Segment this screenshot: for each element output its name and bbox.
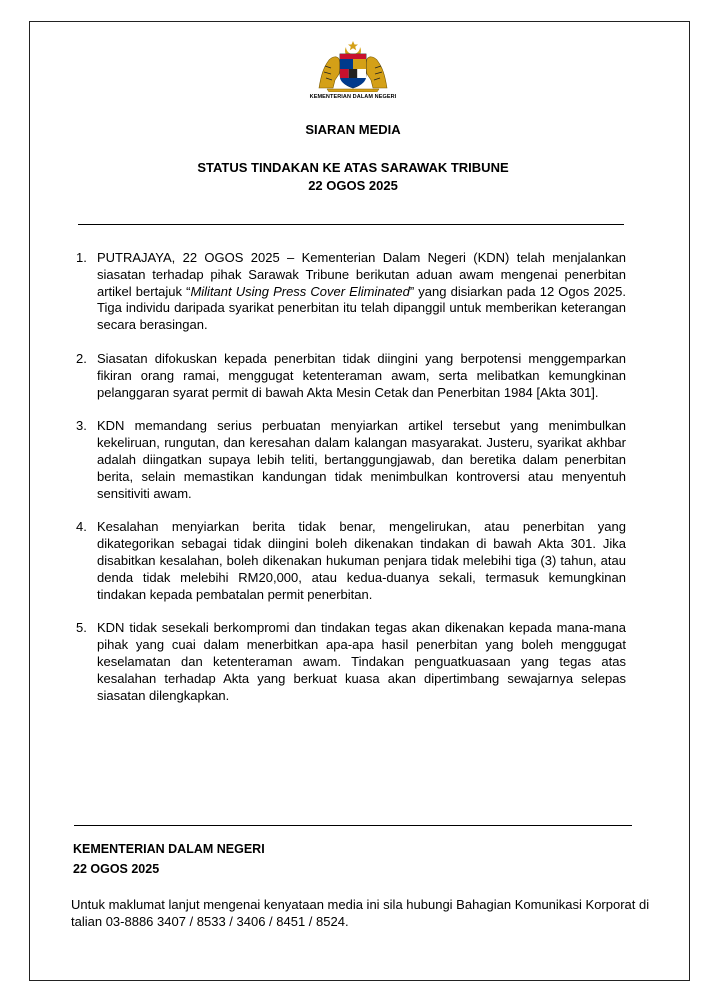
list-item	[76, 250, 626, 334]
item-number: 5.	[76, 620, 87, 636]
article-title: Militant Using Press Cover Eliminated	[190, 283, 410, 299]
footer-date: 22 OGOS 2025	[73, 862, 160, 876]
item-number: 4.	[76, 519, 87, 535]
item-number: 3.	[76, 418, 87, 434]
item-number: 1.	[76, 250, 87, 265]
list-item	[76, 351, 626, 401]
item-text: KDN tidak sesekali berkompromi dan tindakan tegas akan dikenakan kepada mana-mana pihak yang cuai dalam menerbitkan apa-apa hasil penerbitan yang boleh menggugat keselamatan dan ketenteraman awam. Tindakan penguatkuasaan yang tegas atas kesalahan terhadap Akta yang berkuat kuasa akan dipertimbang sewajarnya selepas siasatan dilengkapkan.	[97, 620, 626, 703]
document-label: SIARAN MEDIA	[305, 122, 401, 137]
crest-caption: KEMENTERIAN DALAM NEGERI	[309, 94, 397, 100]
list-item	[76, 418, 626, 502]
header-divider	[78, 224, 624, 225]
list-item	[76, 519, 626, 603]
document-title: STATUS TINDAKAN KE ATAS SARAWAK TRIBUNE	[197, 160, 509, 175]
list-item	[76, 620, 626, 704]
footer-divider	[74, 825, 632, 826]
footer-organization: KEMENTERIAN DALAM NEGERI	[73, 842, 265, 856]
document-date: 22 OGOS 2025	[308, 178, 398, 193]
item-text: PUTRAJAYA, 22 OGOS 2025 – Kementerian Dalam Negeri (KDN) telah menjalankan siasatan terhadap pihak Sarawak Tribune berikutan aduan awam mengenai penerbitan artikel bertajuk “Militant Using Press Cover Eliminated” yang disiarkan pada 12 Ogos 2025. Tiga individu daripada syarikat penerbitan itu telah dipanggil untuk memberikan keterangan secara berasingan.	[97, 250, 626, 333]
item-text: Kesalahan menyiarkan berita tidak benar, mengelirukan, atau penerbitan yang dikategorikan sebagai tidak diingini boleh dikenakan tindakan di bawah Akta 301. Jika disabitkan kesalahan, boleh dikenakan hukuman penjara tidak melebihi tiga (3) tahun, atau denda tidak melebihi RM20,000, atau kedua-duanya sekali, termasuk kemungkinan tindakan kepada pembatalan permit penerbitan.	[97, 519, 626, 602]
coat-of-arms-icon	[313, 40, 393, 92]
contact-info: Untuk maklumat lanjut mengenai kenyataan media ini sila hubungi Bahagian Komunikasi Korporat di talian 03-8886 3407 / 8533 / 3406 / 8451 / 8524.	[71, 897, 650, 929]
item-number: 2.	[76, 350, 87, 366]
statement-list	[76, 250, 626, 721]
item-text: KDN memandang serius perbuatan menyiarkan artikel tersebut yang menimbulkan kekeliruan, rungutan, dan keresahan dalam kalangan masyarakat. Justeru, syarikat akhbar adalah diingatkan supaya lebih teliti, bertanggungjawab, dan beretika dalam penerbitan berita, selain memastikan kandungan tidak menimbulkan kontroversi atau menyentuh sensitiviti awam.	[97, 418, 626, 501]
item-text: Siasatan difokuskan kepada penerbitan tidak diingini yang berpotensi menggemparkan fikiran orang ramai, menggugat ketenteraman awam, serta melibatkan kemungkinan pelanggaran syarat permit di bawah Akta Mesin Cetak dan Penerbitan 1984 [Akta 301].	[97, 350, 626, 400]
